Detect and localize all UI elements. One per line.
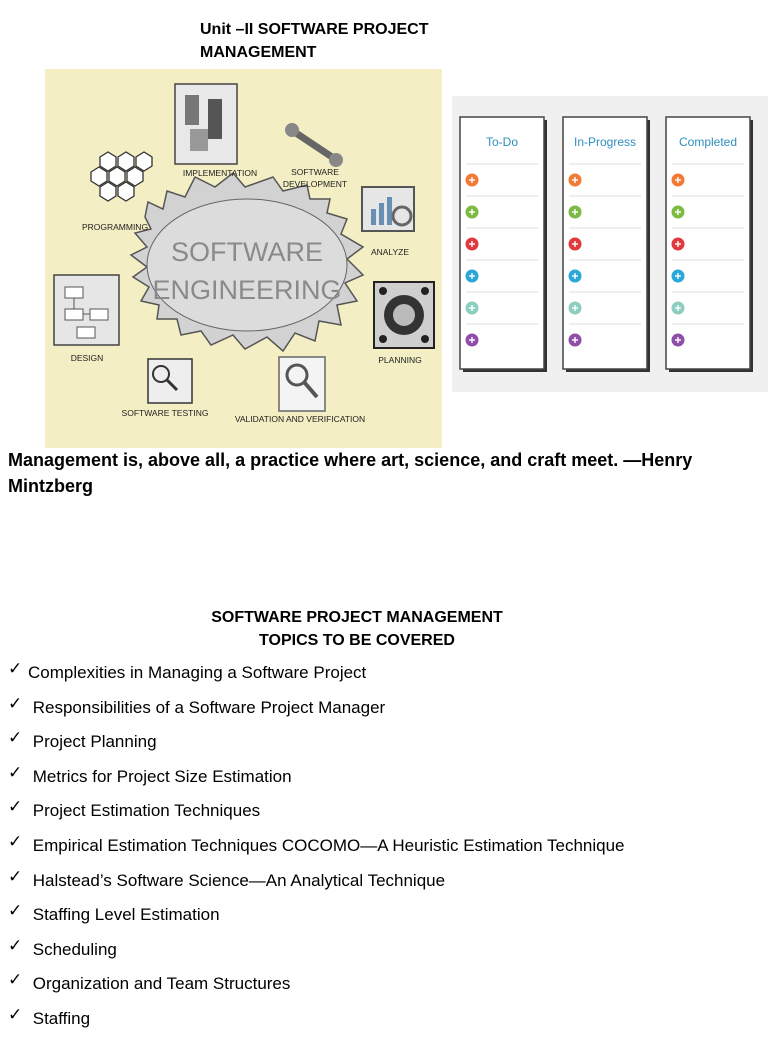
checkmark-icon: ✓: [8, 831, 23, 851]
checkmark-icon: ✓: [8, 935, 23, 955]
page-title: Unit –II SOFTWARE PROJECT MANAGEMENT: [200, 21, 429, 61]
programming-hexagons-icon: [91, 152, 152, 201]
list-item: ✓ Responsibilities of a Software Project Manager: [8, 695, 748, 730]
label-analyze: ANALYZE: [370, 247, 410, 257]
checkmark-icon: ✓: [8, 797, 23, 817]
column-title: Completed: [678, 135, 738, 149]
label-software-development-1: SOFTWARE: [291, 167, 339, 177]
kanban-board-figure: [452, 96, 768, 392]
validation-magnifier-icon: [279, 357, 325, 411]
label-design: DESIGN: [70, 353, 104, 363]
list-item: ✓ Project Estimation Techniques: [8, 798, 748, 833]
kanban-board: [452, 96, 768, 392]
kanban-column: [460, 117, 547, 372]
quote: Management is, above all, a practice where art, science, and craft meet. —Henry Mintzberg: [8, 450, 693, 496]
checkmark-icon: ✓: [8, 1004, 23, 1024]
checkmark-icon: ✓: [8, 762, 23, 782]
analyze-chart-icon: [362, 187, 414, 231]
center-label-2: ENGINEERING: [152, 275, 342, 305]
list-item: ✓ Organization and Team Structures: [8, 971, 748, 1006]
label-software-development-2: DEVELOPMENT: [282, 179, 348, 189]
list-item: ✓ Staffing Level Estimation: [8, 902, 748, 937]
list-item: ✓ Scheduling: [8, 937, 748, 972]
list-item: ✓ Metrics for Project Size Estimation: [8, 764, 748, 799]
list-item: ✓ Complexities in Managing a Software Project: [8, 660, 748, 695]
software-testing-icon: [148, 359, 192, 403]
wrench-icon: [285, 123, 343, 167]
label-planning: PLANNING: [378, 355, 422, 365]
design-flowchart-icon: [54, 275, 119, 345]
label-implementation: IMPLEMENTATION: [182, 168, 258, 178]
checkmark-icon: ✓: [8, 970, 23, 990]
checkmark-icon: ✓: [8, 901, 23, 921]
implementation-icon: [175, 84, 237, 164]
list-item: ✓ Halstead’s Software Science—An Analytical Technique: [8, 868, 748, 903]
checkmark-icon: ✓: [8, 659, 23, 678]
label-programming: PROGRAMMING: [81, 222, 149, 232]
checkmark-icon: ✓: [8, 728, 23, 748]
checkmark-icon: ✓: [8, 866, 23, 886]
topics-heading: [0, 606, 714, 652]
list-item: ✓ Empirical Estimation Techniques COCOMO—A Heuristic Estimation Technique: [8, 833, 748, 868]
list-item: ✓ Project Planning: [8, 729, 748, 764]
software-engineering-figure: [45, 69, 442, 448]
software-engineering-diagram: [45, 69, 442, 448]
column-title: In-Progress: [573, 135, 637, 149]
topics-list: [8, 660, 748, 1041]
kanban-column: [666, 117, 753, 372]
label-validation: VALIDATION AND VERIFICATION: [234, 414, 366, 424]
label-software-testing: SOFTWARE TESTING: [121, 408, 209, 418]
planning-team-icon: [374, 282, 434, 348]
column-title: To-Do: [485, 135, 519, 149]
kanban-column: [563, 117, 650, 372]
topics-heading-line1: SOFTWARE PROJECT MANAGEMENT: [211, 609, 503, 626]
center-label-1: SOFTWARE: [171, 237, 323, 267]
topics-heading-line2: TOPICS TO BE COVERED: [259, 632, 455, 649]
checkmark-icon: ✓: [8, 693, 23, 713]
list-item: ✓ Staffing: [8, 1006, 748, 1041]
